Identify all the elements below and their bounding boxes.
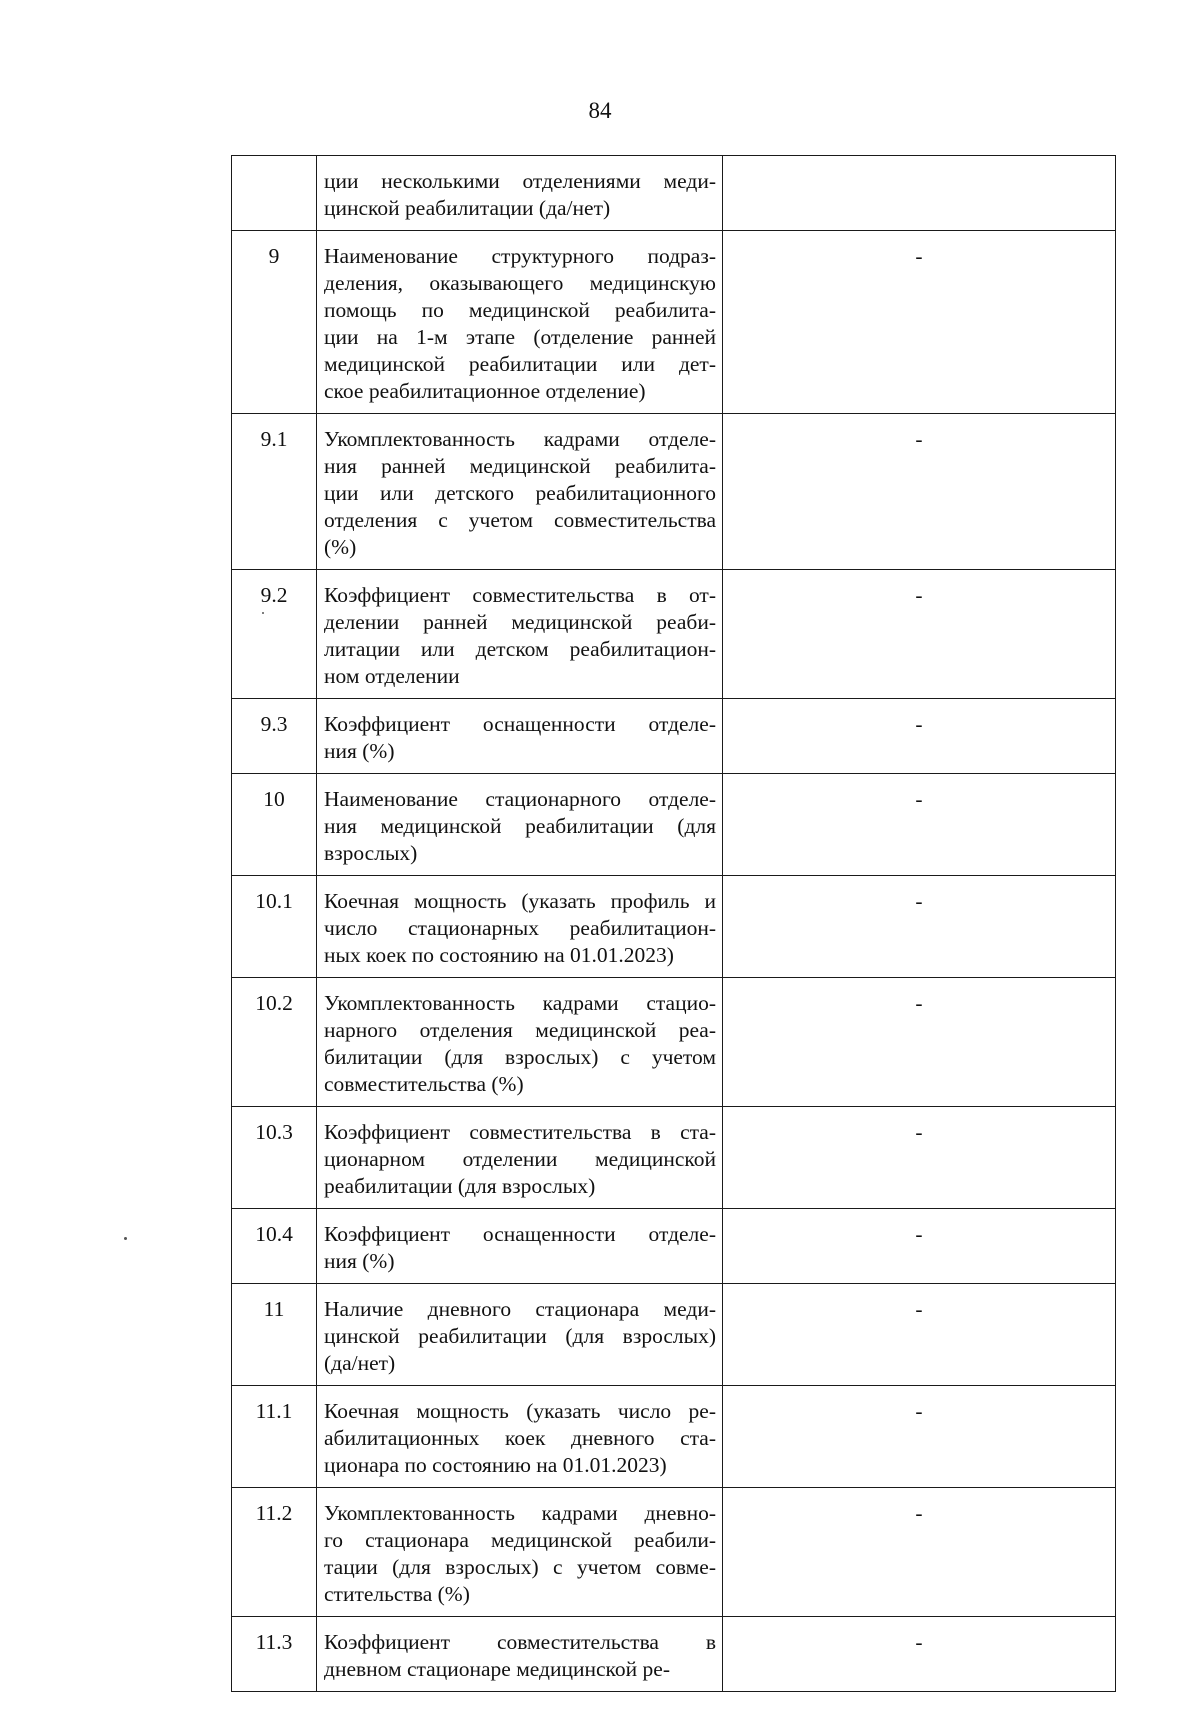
row-number-cell: 9.2 [232,570,317,699]
description-cell [317,1386,723,1488]
description-line: стительства (%) [324,1582,470,1606]
table-row [232,1617,1116,1692]
description-line: тации (для взрослых) с учетом совме- [324,1555,716,1579]
description-line: ционарном отделении медицинской [324,1147,716,1171]
description-line: ции несколькими отделениями меди- [324,169,716,193]
value-cell: - [723,231,1116,414]
value-cell: - [723,1284,1116,1386]
indicator-table [231,155,1116,1692]
description-line: ционара по состоянию на 01.01.2023) [324,1453,667,1477]
description-line: ния ранней медицинской реабилита- [324,454,716,478]
indicator-table-wrapper [231,155,1103,1692]
row-number-cell: 9.1 [232,414,317,570]
description-line: дневном стационаре медицинской ре- [324,1657,670,1681]
description-line: ных коек по состоянию на 01.01.2023) [324,943,674,967]
description-line: Коэффициент совместительства в ста- [324,1120,716,1144]
table-body [232,156,1116,1692]
description-cell [317,1284,723,1386]
value-cell: - [723,978,1116,1107]
description-line: медицинской реабилитации или дет- [324,352,716,376]
value-cell: - [723,1488,1116,1617]
row-number-cell: 10 [232,774,317,876]
table-row [232,1284,1116,1386]
description-line: ское реабилитационное отделение) [324,379,646,403]
description-cell [317,699,723,774]
description-cell [317,1107,723,1209]
description-line: билитации (для взрослых) с учетом [324,1045,716,1069]
value-cell: - [723,1386,1116,1488]
description-line: Коечная мощность (указать профиль и [324,889,716,913]
page-number: 84 [588,98,612,123]
description-line: реабилитации (для взрослых) [324,1174,596,1198]
table-row [232,1386,1116,1488]
description-line: го стационара медицинской реабили- [324,1528,716,1552]
description-line: ния (%) [324,1249,395,1273]
scan-speck [124,1237,127,1240]
description-line: Коэффициент оснащенности отделе- [324,712,716,736]
description-line: ном отделении [324,664,460,688]
row-number-cell: 9.3 [232,699,317,774]
description-line: помощь по медицинской реабилита- [324,298,716,322]
description-line: (%) [324,535,357,559]
table-row [232,1107,1116,1209]
value-cell: - [723,876,1116,978]
table-row [232,699,1116,774]
description-line: ния медицинской реабилитации (для [324,814,716,838]
description-cell [317,156,723,231]
description-line: нарного отделения медицинской реа- [324,1018,716,1042]
description-line: абилитационных коек дневного ста- [324,1426,716,1450]
description-line: Укомплектованность кадрами дневно- [324,1501,716,1525]
description-line: литации или детском реабилитацион- [324,637,716,661]
description-line: Коэффициент оснащенности отделе- [324,1222,716,1246]
description-line: Наличие дневного стационара меди- [324,1297,716,1321]
table-row [232,876,1116,978]
value-cell: - [723,774,1116,876]
description-cell [317,231,723,414]
description-line: делении ранней медицинской реаби- [324,610,716,634]
description-line: ции или детского реабилитационного [324,481,716,505]
description-cell [317,1488,723,1617]
description-cell [317,1209,723,1284]
value-cell: - [723,414,1116,570]
value-cell: - [723,1209,1116,1284]
description-cell [317,414,723,570]
table-row [232,978,1116,1107]
row-number-cell [232,156,317,231]
description-cell [317,978,723,1107]
description-line: Коечная мощность (указать число ре- [324,1399,716,1423]
description-line: (да/нет) [324,1351,396,1375]
description-line: ции на 1-м этапе (отделение ранней [324,325,716,349]
description-line: цинской реабилитации (да/нет) [324,196,611,220]
row-number-cell: 11 [232,1284,317,1386]
row-number-cell: 11.2 [232,1488,317,1617]
row-number-cell: 10.2 [232,978,317,1107]
table-row [232,414,1116,570]
description-line: Наименование структурного подраз- [324,244,716,268]
table-row [232,1209,1116,1284]
description-cell [317,774,723,876]
value-cell: - [723,1617,1116,1692]
description-line: цинской реабилитации (для взрослых) [324,1324,716,1348]
value-cell: - [723,570,1116,699]
scan-speck [262,612,264,614]
row-number-cell: 10.4 [232,1209,317,1284]
value-cell [723,156,1116,231]
description-line: отделения с учетом совместительства [324,508,716,532]
description-line: взрослых) [324,841,418,865]
row-number-cell: 11.1 [232,1386,317,1488]
description-line: Коэффициент совместительства в [324,1630,716,1654]
row-number-cell: 11.3 [232,1617,317,1692]
value-cell: - [723,699,1116,774]
description-line: Коэффициент совместительства в от- [324,583,716,607]
description-line: деления, оказывающего медицинскую [324,271,716,295]
description-line: совместительства (%) [324,1072,524,1096]
description-line: ния (%) [324,739,395,763]
table-row [232,1488,1116,1617]
description-line: Укомплектованность кадрами стацио- [324,991,716,1015]
description-line: число стационарных реабилитацион- [324,916,716,940]
description-cell [317,570,723,699]
table-row [232,570,1116,699]
row-number-cell: 9 [232,231,317,414]
value-cell: - [723,1107,1116,1209]
table-row [232,156,1116,231]
table-row [232,774,1116,876]
row-number-cell: 10.3 [232,1107,317,1209]
description-cell [317,1617,723,1692]
description-cell [317,876,723,978]
row-number-cell: 10.1 [232,876,317,978]
description-line: Укомплектованность кадрами отделе- [324,427,716,451]
description-line: Наименование стационарного отделе- [324,787,716,811]
table-row [232,231,1116,414]
